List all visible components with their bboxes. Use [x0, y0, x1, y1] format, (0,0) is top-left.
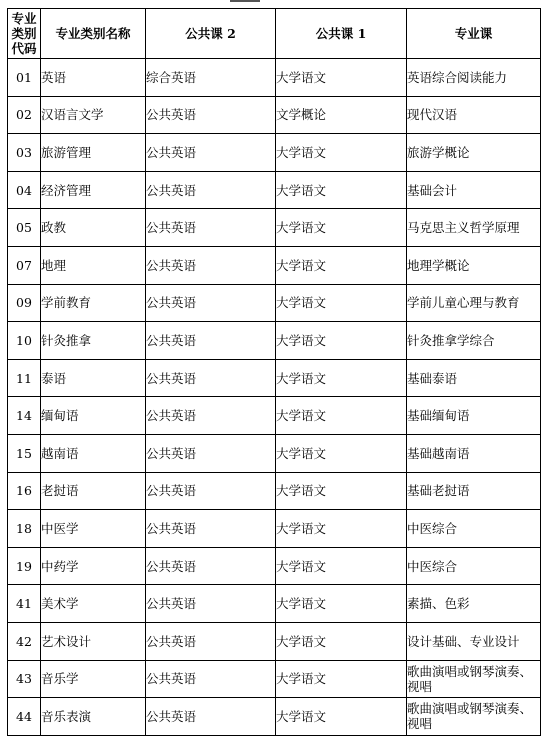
table-row: [8, 59, 541, 97]
cell-public2: 公共英语: [146, 171, 276, 209]
header-row: [8, 9, 541, 59]
cell-public1: 文学概论: [276, 96, 407, 134]
cell-major: 歌曲演唱或钢琴演奏、视唱: [407, 660, 541, 698]
cell-public2: 公共英语: [146, 510, 276, 548]
table-row: [8, 134, 541, 172]
cell-name: 旅游管理: [41, 134, 146, 172]
table-row: [8, 96, 541, 134]
table-row: [8, 585, 541, 623]
cell-public2: 公共英语: [146, 284, 276, 322]
cell-public2: 公共英语: [146, 359, 276, 397]
cell-public1: 大学语文: [276, 622, 407, 660]
cell-public1: 大学语文: [276, 585, 407, 623]
cell-public2: 公共英语: [146, 434, 276, 472]
cell-major: 现代汉语: [407, 96, 541, 134]
cell-code: 03: [8, 134, 41, 172]
cell-public1: 大学语文: [276, 171, 407, 209]
cell-public2: 公共英语: [146, 585, 276, 623]
cell-code: 16: [8, 472, 41, 510]
cell-code: 02: [8, 96, 41, 134]
table-row: [8, 397, 541, 435]
cell-code: 05: [8, 209, 41, 247]
cell-public2: 公共英语: [146, 622, 276, 660]
cell-public2: 公共英语: [146, 209, 276, 247]
cell-public1: 大学语文: [276, 660, 407, 698]
cell-name: 学前教育: [41, 284, 146, 322]
cell-major: 基础越南语: [407, 434, 541, 472]
table-row: [8, 359, 541, 397]
cell-code: 01: [8, 59, 41, 97]
table-row: [8, 171, 541, 209]
cell-major: 英语综合阅读能力: [407, 59, 541, 97]
cell-code: 41: [8, 585, 41, 623]
cell-major: 基础缅甸语: [407, 397, 541, 435]
cell-code: 42: [8, 622, 41, 660]
header-major-code: 专业类别代码: [8, 9, 41, 59]
cell-code: 07: [8, 246, 41, 284]
cell-public2: 公共英语: [146, 246, 276, 284]
cell-public2: 公共英语: [146, 472, 276, 510]
table-row: [8, 622, 541, 660]
cell-name: 中药学: [41, 547, 146, 585]
cell-name: 缅甸语: [41, 397, 146, 435]
cell-public2: 公共英语: [146, 660, 276, 698]
cell-name: 泰语: [41, 359, 146, 397]
cell-name: 老挝语: [41, 472, 146, 510]
cell-name: 地理: [41, 246, 146, 284]
table-row: [8, 246, 541, 284]
cell-major: 针灸推拿学综合: [407, 322, 541, 360]
cell-code: 15: [8, 434, 41, 472]
cell-major: 中医综合: [407, 510, 541, 548]
table-body: [8, 59, 541, 736]
cell-public2: 公共英语: [146, 96, 276, 134]
table-row: [8, 698, 541, 736]
cell-public1: 大学语文: [276, 472, 407, 510]
table-row: [8, 434, 541, 472]
table-header: [8, 9, 541, 59]
table-row: [8, 510, 541, 548]
table-row: [8, 209, 541, 247]
cell-major: 设计基础、专业设计: [407, 622, 541, 660]
cell-public1: 大学语文: [276, 434, 407, 472]
cell-name: 汉语言文学: [41, 96, 146, 134]
cell-name: 艺术设计: [41, 622, 146, 660]
cell-major: 歌曲演唱或钢琴演奏、视唱: [407, 698, 541, 736]
cell-name: 政教: [41, 209, 146, 247]
cell-major: 基础会计: [407, 171, 541, 209]
cell-major: 旅游学概论: [407, 134, 541, 172]
cell-major: 素描、色彩: [407, 585, 541, 623]
cell-code: 43: [8, 660, 41, 698]
cell-code: 09: [8, 284, 41, 322]
header-public-course-2: 公共课 2: [146, 9, 276, 59]
table-row: [8, 322, 541, 360]
cell-public2: 公共英语: [146, 547, 276, 585]
cell-public2: 综合英语: [146, 59, 276, 97]
cell-public1: 大学语文: [276, 322, 407, 360]
cell-public1: 大学语文: [276, 698, 407, 736]
cell-public1: 大学语文: [276, 547, 407, 585]
cell-public2: 公共英语: [146, 322, 276, 360]
cell-public2: 公共英语: [146, 134, 276, 172]
cell-public1: 大学语文: [276, 246, 407, 284]
cell-major: 马克思主义哲学原理: [407, 209, 541, 247]
cell-name: 经济管理: [41, 171, 146, 209]
cell-major: 基础泰语: [407, 359, 541, 397]
cell-code: 10: [8, 322, 41, 360]
cell-public1: 大学语文: [276, 397, 407, 435]
cell-public1: 大学语文: [276, 359, 407, 397]
cell-public1: 大学语文: [276, 510, 407, 548]
cell-code: 18: [8, 510, 41, 548]
cell-name: 针灸推拿: [41, 322, 146, 360]
cell-major: 地理学概论: [407, 246, 541, 284]
cell-name: 美术学: [41, 585, 146, 623]
cell-public1: 大学语文: [276, 209, 407, 247]
cell-public2: 公共英语: [146, 698, 276, 736]
cell-name: 英语: [41, 59, 146, 97]
cell-public1: 大学语文: [276, 59, 407, 97]
header-major-name: 专业类别名称: [41, 9, 146, 59]
cell-name: 音乐表演: [41, 698, 146, 736]
cell-code: 19: [8, 547, 41, 585]
header-public-course-1: 公共课 1: [276, 9, 407, 59]
cell-major: 基础老挝语: [407, 472, 541, 510]
course-table: [7, 8, 541, 736]
cell-name: 中医学: [41, 510, 146, 548]
page-top-rule: [230, 0, 260, 2]
cell-public1: 大学语文: [276, 284, 407, 322]
cell-name: 音乐学: [41, 660, 146, 698]
cell-public2: 公共英语: [146, 397, 276, 435]
table-row: [8, 660, 541, 698]
cell-code: 44: [8, 698, 41, 736]
table-row: [8, 472, 541, 510]
header-major-course: 专业课: [407, 9, 541, 59]
cell-major: 学前儿童心理与教育: [407, 284, 541, 322]
cell-code: 14: [8, 397, 41, 435]
cell-public1: 大学语文: [276, 134, 407, 172]
cell-name: 越南语: [41, 434, 146, 472]
cell-major: 中医综合: [407, 547, 541, 585]
cell-code: 04: [8, 171, 41, 209]
table-row: [8, 284, 541, 322]
cell-code: 11: [8, 359, 41, 397]
table-row: [8, 547, 541, 585]
